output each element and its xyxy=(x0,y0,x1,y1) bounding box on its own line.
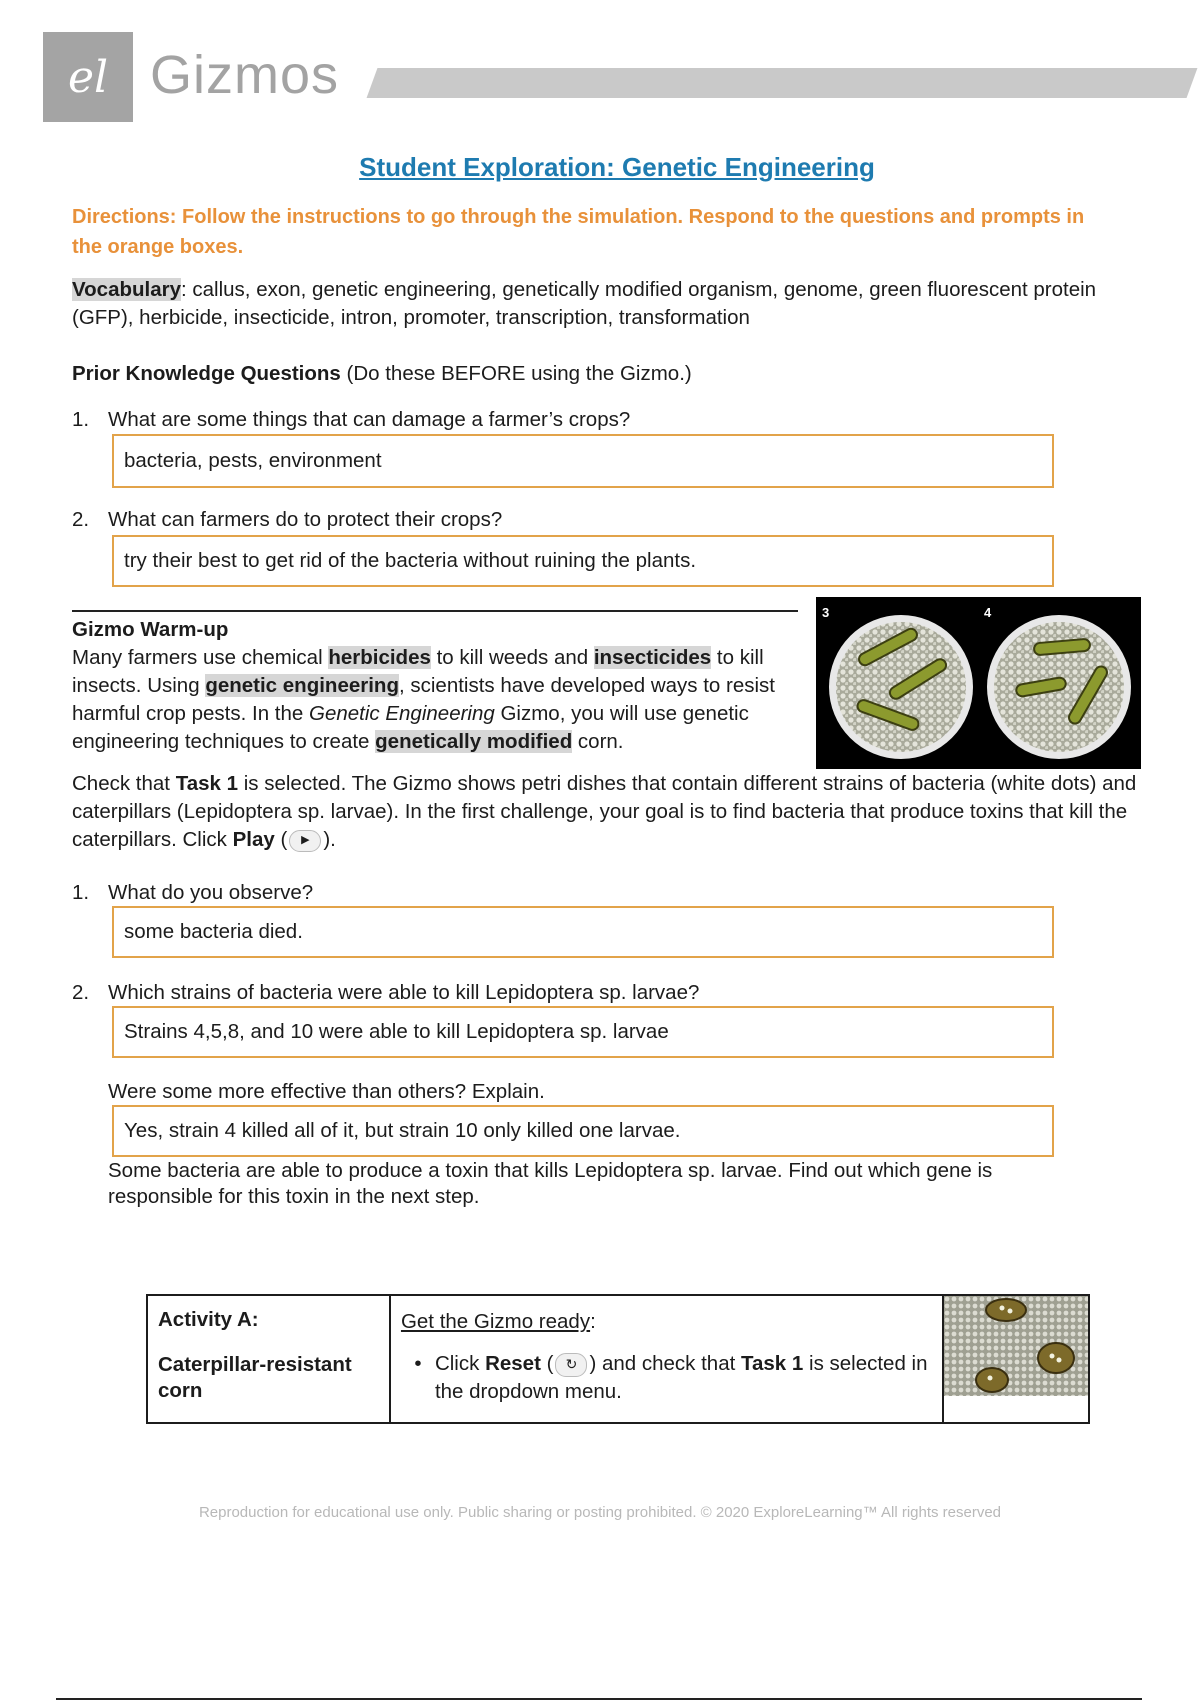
answer-box-observe-2[interactable] xyxy=(112,1006,1054,1058)
warmup-text: Many farmers use chemical xyxy=(72,646,329,669)
get-ready-heading: Get the Gizmo ready xyxy=(400,1310,591,1333)
warmup-text: to kill weeds and xyxy=(430,646,594,669)
vocab-insecticides: insecticides xyxy=(593,646,712,669)
page-title: Student Exploration: Genetic Engineering xyxy=(359,152,875,182)
warmup-section xyxy=(72,616,812,756)
reset-icon[interactable]: ↻ xyxy=(555,1353,587,1377)
vocabulary xyxy=(72,276,1112,332)
question-number: 2. xyxy=(72,508,90,531)
dish-label-3: 3 xyxy=(822,605,830,620)
petri-dish-3 xyxy=(829,615,973,759)
brand-name: Gizmos xyxy=(150,45,340,105)
question-prior-1 xyxy=(72,408,630,432)
answer-text: bacteria, pests, environment xyxy=(124,449,382,472)
reset-label: Reset xyxy=(485,1352,541,1375)
activity-table xyxy=(146,1294,1090,1424)
vocab-genetically-modified: genetically modified xyxy=(375,730,573,753)
warmup-text: to kill insects. Using xyxy=(72,646,764,697)
answer-text: Yes, strain 4 killed all of it, but strain 10 only killed one larvae. xyxy=(124,1119,681,1142)
task-instructions xyxy=(72,770,1152,854)
activity-instructions-cell xyxy=(390,1295,943,1423)
bullet-icon: • xyxy=(414,1352,422,1375)
warmup-heading: Gizmo Warm-up xyxy=(72,618,229,641)
logo-text: el xyxy=(67,51,109,103)
question-text: Which strains of bacteria were able to kill Lepidoptera sp. larvae? xyxy=(108,981,700,1004)
activity-name: Caterpillar-resistant corn xyxy=(158,1353,352,1402)
bullet-text: ( xyxy=(540,1352,554,1375)
play-icon[interactable]: ▶ xyxy=(289,830,321,852)
question-text: What can farmers do to protect their crops? xyxy=(108,508,503,531)
question-observe-2 xyxy=(72,981,699,1005)
task-text: ( xyxy=(274,828,288,851)
answer-text: try their best to get rid of the bacteria without ruining the plants. xyxy=(124,549,697,572)
question-observe-1 xyxy=(72,881,313,905)
activity-image-cell xyxy=(943,1295,1089,1423)
question-number: 1. xyxy=(72,408,90,431)
prior-knowledge-title: Prior Knowledge Questions xyxy=(72,362,341,385)
vocab-herbicides: herbicides xyxy=(328,646,431,669)
directions: Directions: Follow the instructions to go through the simulation. Respond to the questions and prompts in the orange boxes. xyxy=(72,206,1085,258)
answer-text: some bacteria died. xyxy=(124,920,303,943)
activity-label: Activity A: xyxy=(158,1308,259,1331)
gizmo-name: Genetic Engineering xyxy=(309,702,495,725)
activity-bullet xyxy=(401,1350,932,1406)
explorelearning-logo-icon xyxy=(43,32,133,122)
task-text: ). xyxy=(323,828,336,851)
section-divider xyxy=(72,610,798,612)
question-text: What do you observe? xyxy=(108,881,314,904)
prior-knowledge-note: (Do these BEFORE using the Gizmo.) xyxy=(340,362,692,385)
answer-text: Strains 4,5,8, and 10 were able to kill Lepidoptera sp. larvae xyxy=(124,1020,669,1043)
prior-knowledge-heading xyxy=(72,360,692,388)
task-name: Task 1 xyxy=(175,772,239,795)
answer-box-followup[interactable] xyxy=(112,1105,1054,1157)
vocabulary-label: Vocabulary xyxy=(72,278,181,301)
warmup-text: Gizmo, you will use genetic engineering techniques to create xyxy=(72,702,749,753)
answer-box-prior-1[interactable] xyxy=(112,434,1054,488)
vocab-genetic-engineering: genetic engineering xyxy=(205,674,399,697)
question-text: What are some things that can damage a farmer’s crops? xyxy=(108,408,631,431)
footer-copyright: Reproduction for educational use only. Public sharing or posting prohibited. © 2020 ExploreLearning™ All rights reserved xyxy=(198,1504,1002,1521)
question-number: 2. xyxy=(72,981,90,1004)
vocabulary-text: : callus, exon, genetic engineering, genetically modified organism, genome, green fluorescent protein (GFP), herbicide, insecticide, intron, promoter, transcription, transformation xyxy=(72,278,1097,329)
caterpillar-image xyxy=(944,1296,1088,1396)
petri-dishes-illustration xyxy=(816,597,1141,769)
question-prior-2 xyxy=(72,508,502,532)
task-text: Check that xyxy=(72,772,176,795)
question-number: 1. xyxy=(72,881,90,904)
bullet-text: Click xyxy=(434,1352,486,1375)
warmup-text: corn. xyxy=(572,730,624,753)
answer-box-observe-1[interactable] xyxy=(112,906,1054,958)
header-bar xyxy=(367,68,1198,98)
answer-box-prior-2[interactable] xyxy=(112,535,1054,587)
warmup-text: , scientists have developed ways to resist harmful crop pests. In the xyxy=(72,674,775,725)
get-ready-colon: : xyxy=(590,1310,596,1333)
play-label: Play xyxy=(232,828,275,851)
petri-dish-4 xyxy=(987,615,1131,759)
bullet-text: ) and check that xyxy=(589,1352,741,1375)
bullet-text: is selected in the dropdown menu. xyxy=(434,1352,928,1403)
followup-note: Some bacteria are able to produce a toxin that kills Lepidoptera sp. larvae. Find out which gene is responsible for this toxin in the next step. xyxy=(108,1159,993,1208)
task-name: Task 1 xyxy=(741,1352,804,1375)
task-text: is selected. The Gizmo shows petri dishes that contain different strains of bacteria (white dots) and caterpillars (Lepidoptera sp. larvae). In the first challenge, your goal is to find bacteria that produce toxins that kill the caterpillars. Click xyxy=(72,772,1137,851)
petri-dish-image xyxy=(816,597,1141,769)
question-followup: Were some more effective than others? Explain. xyxy=(108,1080,545,1103)
activity-label-cell xyxy=(147,1295,390,1423)
dish-label-4: 4 xyxy=(984,605,992,620)
